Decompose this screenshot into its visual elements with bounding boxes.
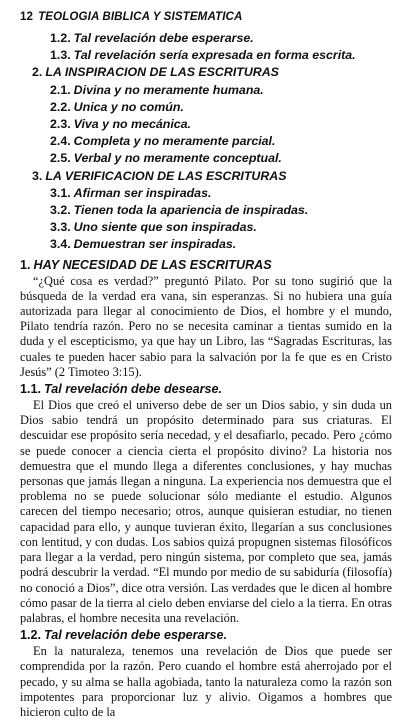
outline-item: 2.4. Completa y no meramente parcial. [50,134,276,149]
page-number: 12 [20,10,34,23]
chapter-outline [20,30,392,254]
outline-item: 2.5. Verbal y no meramente conceptual. [50,151,282,166]
subsection-heading: 1.1. Tal revelación debe desearse. [20,382,223,397]
outline-item: 1.3. Tal revelación sería expresada en forma escrita. [50,48,356,63]
body-paragraph: “¿Qué cosa es verdad?” preguntó Pilato. Por su tono sugirió que la búsqueda de la verdad era vana, sin esperanzas. Si no hubiera una guía autorizada para llegar al conocimiento de Dios, el hombre y el mundo, Pilato tendría razón. Pero no se necesita caminar a tientas sumido en la duda y el escepticismo, ya que hay un Libro, las “Sagradas Escrituras, las cuales te pueden hacer sabio para la salvación por la fe que es en Cristo Jesús” (2 Timoteo 3:15). [20,273,392,379]
outline-item: 3.3. Uno siente que son inspiradas. [50,220,257,235]
outline-item: 3.2. Tienen toda la apariencia de inspiradas. [50,203,309,218]
outline-item: 2. LA INSPIRACION DE LAS ESCRITURAS [32,65,279,80]
running-head [20,10,392,23]
outline-item: 3.1. Afirman ser inspiradas. [50,185,212,200]
outline-item: 3. LA VERIFICACION DE LAS ESCRITURAS [32,168,287,183]
subsection-heading: 1.2. Tal revelación debe esperarse. [20,628,227,643]
outline-item: 2.1. Divina y no meramente humana. [50,82,264,97]
body-paragraph: En la naturaleza, tenemos una revelación de Dios que puede ser comprendida por la razón. Pero cuando el hombre está aherrojado por el pecado, y su alma se halla agobiada, tanto la naturaleza como la razón son impotentes para proporcionar luz y alivio. Oigamos a hombres que hicieron culto de la [20,644,392,719]
running-head-title: TEOLOGIA BIBLICA Y SISTEMATICA [38,10,243,23]
outline-item: 3.4. Demuestran ser inspiradas. [50,237,237,252]
body-paragraph: El Dios que creó el universo debe de ser un Dios sabio, y sin duda un Dios sabio tendrá un propósito determinado para sus criaturas. El descuidar ese propósito sería necedad, y el desafiarlo, pecado. Pero ¿cómo se puede conocer a ciencia cierta el propósito divino? La historia nos demuestra que el mundo llega a diferentes conclusiones, y hay muchas personas que jamás llegan a ninguna. La experiencia nos demuestra que el problema no se puede solucionar sólo mediante el estudio. Algunos carecen del tiempo necesario; otros, aunque quisieran estudiar, no tienen capacidad para ello, y aunque tuvieran éxito, llegarían a sus conclusiones con lentitud, y con dudas. Los sabios quizá propugnen sistemas filosóficos para llegar a la verdad, pero ningún sistema, por completo que sea, jamás podrá descubrir la verdad. “El mundo por medio de su sabiduría (filosofía) no conoció a Dios”, dice otra versión. Las verdades que le dicen al hombre cómo pasar de la tierra al cielo deben enviarse del cielo a la tierra. En otras palabras, el hombre necesita una revelación. [20,398,392,625]
section-heading: 1. HAY NECESIDAD DE LAS ESCRITURAS [20,257,272,272]
outline-item: 1.2. Tal revelación debe esperarse. [50,31,254,45]
outline-item: 2.2. Unica y no común. [50,99,184,114]
outline-item: 2.3. Viva y no mecánica. [50,117,191,132]
